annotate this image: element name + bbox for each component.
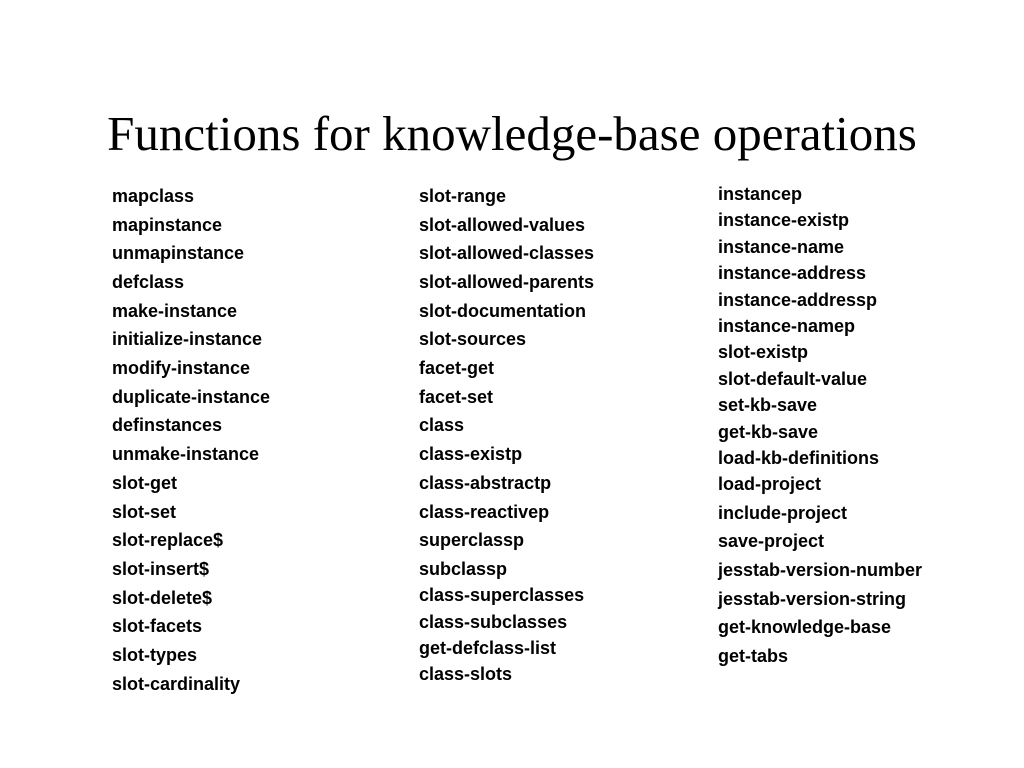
function-item: unmake-instance (112, 444, 260, 464)
function-item: slot-sources (419, 329, 527, 349)
function-item: get-tabs (718, 646, 789, 666)
function-item: get-knowledge-base (718, 617, 892, 637)
function-item: slot-default-value (718, 369, 868, 389)
function-item: load-project (718, 474, 822, 494)
function-item: mapclass (112, 186, 195, 206)
function-item: slot-get (112, 473, 177, 493)
function-item: jesstab-version-string (718, 589, 907, 609)
function-item: set-kb-save (718, 395, 818, 415)
function-item: class-superclasses (419, 585, 585, 605)
function-item: include-project (718, 503, 848, 523)
function-item: slot-documentation (419, 301, 586, 321)
function-item: slot-range (419, 186, 507, 206)
function-item: definstances (112, 415, 223, 435)
function-item: slot-allowed-classes (419, 243, 595, 263)
function-item: slot-replace$ (112, 530, 224, 550)
function-item: instance-namep (718, 316, 856, 336)
function-item: class-subclasses (419, 612, 568, 632)
function-item: slot-delete$ (112, 588, 213, 608)
function-item: initialize-instance (112, 329, 263, 349)
function-item: make-instance (112, 301, 238, 321)
function-item: facet-get (419, 358, 495, 378)
function-item: instance-existp (718, 210, 850, 230)
function-item: instancep (718, 184, 803, 204)
function-item: facet-set (419, 387, 494, 407)
function-item: slot-cardinality (112, 674, 241, 694)
function-item: get-defclass-list (419, 638, 557, 658)
function-item: slot-facets (112, 616, 203, 636)
function-item: class-slots (419, 664, 513, 684)
function-item: load-kb-definitions (718, 448, 879, 468)
function-item: slot-existp (718, 342, 809, 362)
function-item: subclassp (419, 559, 508, 579)
function-item: save-project (718, 531, 825, 551)
function-item: instance-addressp (718, 290, 878, 310)
function-item: class-reactivep (419, 502, 550, 522)
function-item: slot-set (112, 502, 177, 522)
function-item: slot-types (112, 645, 198, 665)
function-item: get-kb-save (718, 422, 819, 442)
slide-title: Functions for knowledge-base operations (107, 106, 917, 161)
function-item: slot-insert$ (112, 559, 210, 579)
function-item: modify-instance (112, 358, 251, 378)
function-item: instance-name (718, 237, 845, 257)
function-item: superclassp (419, 530, 525, 550)
function-item: duplicate-instance (112, 387, 271, 407)
function-item: unmapinstance (112, 243, 245, 263)
function-item: slot-allowed-parents (419, 272, 595, 292)
function-item: class-existp (419, 444, 523, 464)
function-item: class-abstractp (419, 473, 552, 493)
function-item: class (419, 415, 465, 435)
function-item: slot-allowed-values (419, 215, 586, 235)
function-item: mapinstance (112, 215, 223, 235)
function-item: defclass (112, 272, 185, 292)
function-item: instance-address (718, 263, 867, 283)
function-item: jesstab-version-number (718, 560, 923, 580)
